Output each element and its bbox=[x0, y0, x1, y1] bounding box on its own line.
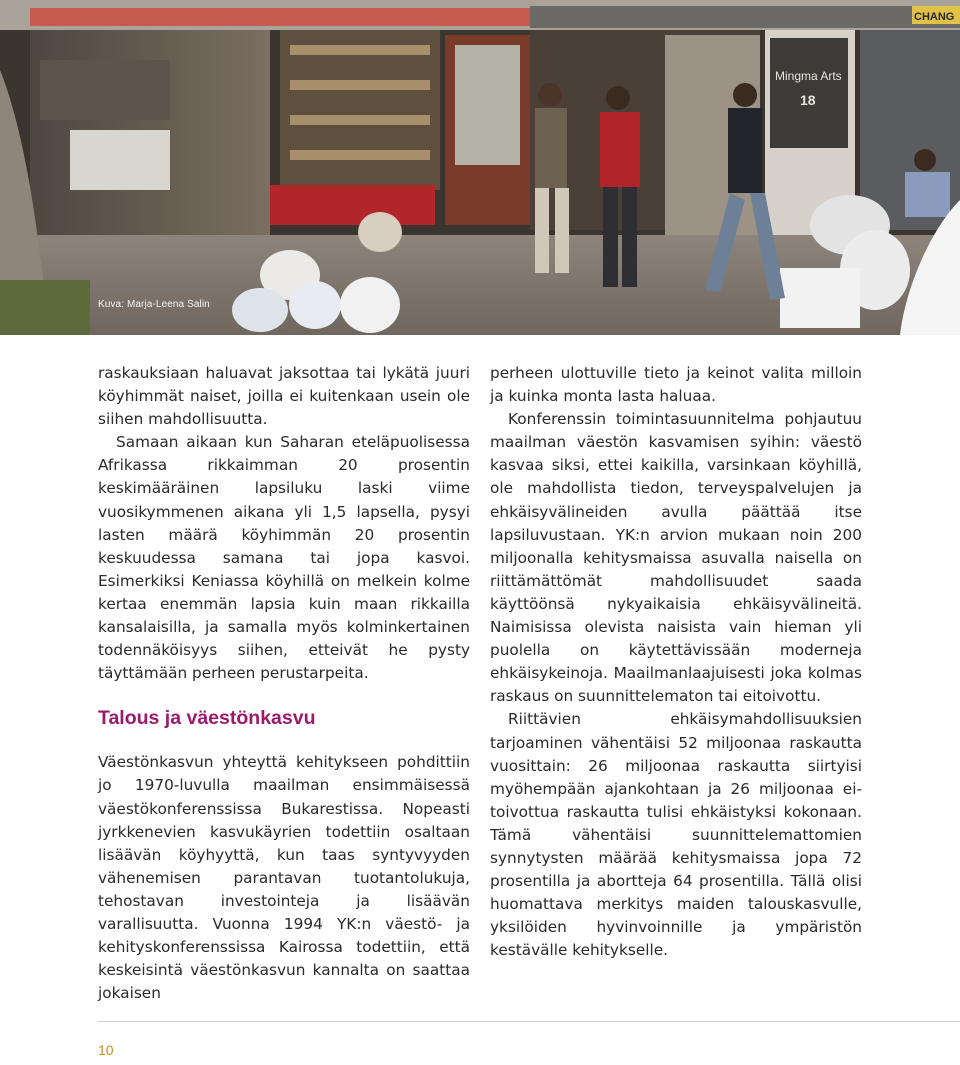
text-column-left bbox=[98, 362, 470, 1005]
paragraph: perheen ulottuville tieto ja keinot valita milloin ja kuinka monta lasta haluaa. bbox=[490, 364, 862, 406]
paragraph: raskauksiaan haluavat jaksottaa tai lykätä juuri köyhimmät naiset, joilla ei kuitenkaan usein ole siihen mahdollisuutta. bbox=[98, 364, 470, 429]
paragraph: Väestönkasvun yhteyttä kehitykseen pohdittiin jo 1970-luvulla maailman ensimmäisessä väestökonferenssissa Bukarestissa. Nopeasti jyrkkenevien kasvukäyrien todettiin osaltaan lisäävän köyhyyttä, kun taas syntyvyyden vähenemisen parantavan tuotantolukuja, tehostavan investointeja ja lisäävän varallisuutta. Vuonna 1994 YK:n väestö- ja kehityskonferenssissa Kairossa todettiin, että keskeisintä väestönkasvun kannalta on saattaa jokaisen bbox=[98, 753, 470, 1003]
page-number: 10 bbox=[98, 1042, 114, 1058]
text-column-right bbox=[490, 362, 862, 962]
paragraph: Samaan aikaan kun Saharan eteläpuolisessa Afrikassa rikkaimman 20 prosentin keskimääräinen lapsiluku laski viime vuosikymmenen aikana yli 1,5 lapsella, pysyi lasten määrä köyhimmän 20 prosentin keskuudessa samana tai jopa kasvoi. Esimerkiksi Keniassa köyhillä on melkein kolme kertaa enemmän lapsia kuin maan rikkailla kansalaisilla, ja samalla myös kolminkertainen todennäköisyys siihen, etteivät he pysty täyttämään perheen perustarpeita. bbox=[98, 433, 470, 683]
top-sign-text: CHANG bbox=[914, 11, 955, 23]
photo-illustration bbox=[0, 0, 960, 335]
footer-rule bbox=[98, 1021, 960, 1022]
paragraph: Konferenssin toimintasuunnitelma pohjautuu maailman väestön kasvamisen syihin: väestö kasvaa siksi, ettei kaikilla, varsinkaan köyhillä, ole mahdollista tiedon, terveyspalvelujen ja ehkäisyvälineiden avulla päättää itse lapsiluvustaan. YK:n arvion mukaan noin 200 miljoonalla kehitysmaissa asuvalla naisella on riittämättömät mahdollisuudet saada käyttöönsä nykyaikaisia ehkäisyvälineitä. Naimisissa olevista naisista vain hieman yli puolella on käytettävissään moderneja ehkäisykeinoja. Maailmanlaajuisesti joka kolmas raskaus on suunnittelematon tai eitoivottu. bbox=[490, 410, 862, 706]
photo-credit: Kuva: Marja-Leena Salin bbox=[98, 299, 210, 310]
shop-sign-text: Mingma Arts bbox=[775, 69, 842, 83]
street-market-photo bbox=[0, 0, 960, 335]
shop-sign-number: 18 bbox=[800, 92, 816, 108]
paragraph: Riittävien ehkäisymahdollisuuksien tarjoaminen vähentäisi 52 miljoonaa raskautta vuosittain: 26 miljoonaa raskautta siirtyisi myöhempään ajankohtaan ja 26 miljoonaa ei-toivottua raskautta tulisi ehkäistyksi kokonaan. Tämä vähentäisi suunnittelemattomien synnytysten määrää kehitysmaissa jopa 72 prosentilla ja abortteja 64 prosentilla. Tällä olisi huomattava merkitys maiden talouskasvulle, yksilöiden hyvinvoinnille ja ympäristön kestävälle kehitykselle. bbox=[490, 710, 862, 960]
section-heading: Talous ja väestönkasvu bbox=[98, 707, 316, 730]
